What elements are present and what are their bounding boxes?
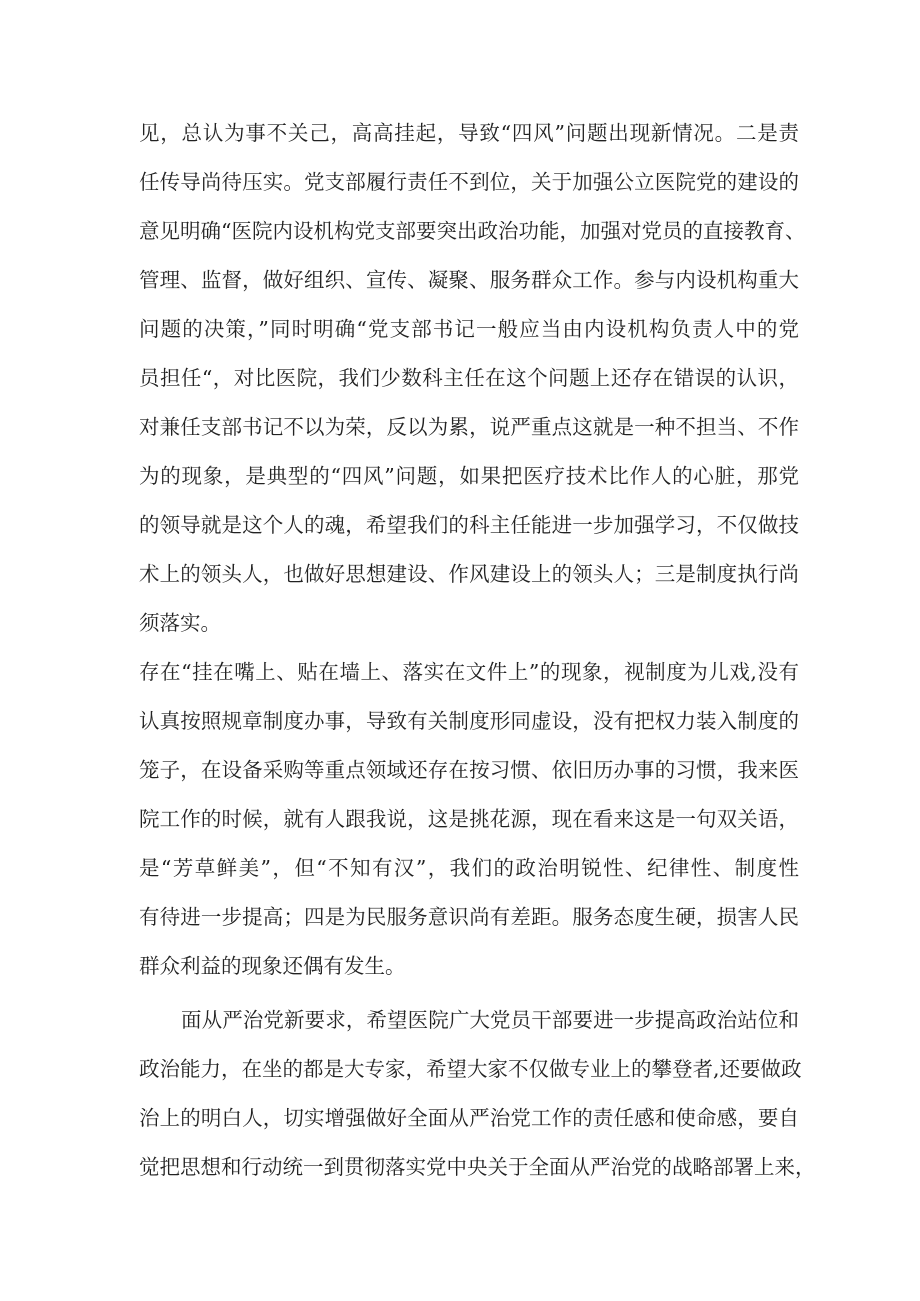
text-line: 治上的明白人，切实增强做好全面从严治党工作的责任感和使命感，要自 [139,1106,799,1130]
text-line: 意见明确“医院内设机构党支部要突出政治功能，加强对党员的直接教育、 [139,219,806,243]
text-line: 术上的领头人，也做好思想建设、作风建设上的领头人；三是制度执行尚 [139,562,799,586]
text-line: 认真按照规章制度办事，导致有关制度形同虚设，没有把权力装入制度的 [139,709,799,733]
text-line: 政治能力，在坐的都是大专家，希望大家不仅做专业上的攀登者,还要做政 [139,1057,802,1081]
text-line: 是“芳草鲜美”，但“不知有汉”，我们的政治明锐性、纪律性、制度性 [139,856,799,880]
text-line: 管理、监督，做好组织、宣传、凝聚、服务群众工作。参与内设机构重大 [139,268,799,292]
text-line: 存在“挂在嘴上、贴在墙上、落实在文件上”的现象，视制度为儿戏,没有 [139,660,799,684]
text-line: 有待进一步提高；四是为民服务意识尚有差距。服务态度生硬，损害人民 [139,905,799,929]
text-line: 群众利益的现象还偶有发生。 [139,954,406,978]
text-line: 觉把思想和行动统一到贯彻落实党中央关于全面从严治党的战略部署上来， [139,1155,816,1179]
text-line: 面从严治党新要求，希望医院广大党员干部要进一步提高政治站位和 [181,1008,799,1032]
text-line: 对兼任支部书记不以为荣，反以为累，说严重点这就是一种不担当、不作 [139,415,799,439]
text-line: 为的现象，是典型的“四风”问题，如果把医疗技术比作人的心脏，那党 [139,464,799,488]
text-line: 的领导就是这个人的魂，希望我们的科主任能进一步加强学习，不仅做技 [139,513,799,537]
text-line: 笼子，在设备采购等重点领域还存在按习惯、依旧历办事的习惯，我来医 [139,758,799,782]
text-line: 见，总认为事不关己，高高挂起，导致“四风”问题出现新情况。二是责 [139,121,799,145]
text-line: 院工作的时候，就有人跟我说，这是挑花源，现在看来这是一句双关语， [139,807,799,831]
text-line: 须落实。 [139,611,221,635]
text-line: 问题的决策，”同时明确“党支部书记一般应当由内设机构负责人中的党 [139,317,799,341]
text-line: 员担任“，对比医院，我们少数科主任在这个问题上还存在错误的认识， [139,366,799,390]
text-line: 任传导尚待压实。党支部履行责任不到位，关于加强公立医院党的建设的 [139,170,799,194]
